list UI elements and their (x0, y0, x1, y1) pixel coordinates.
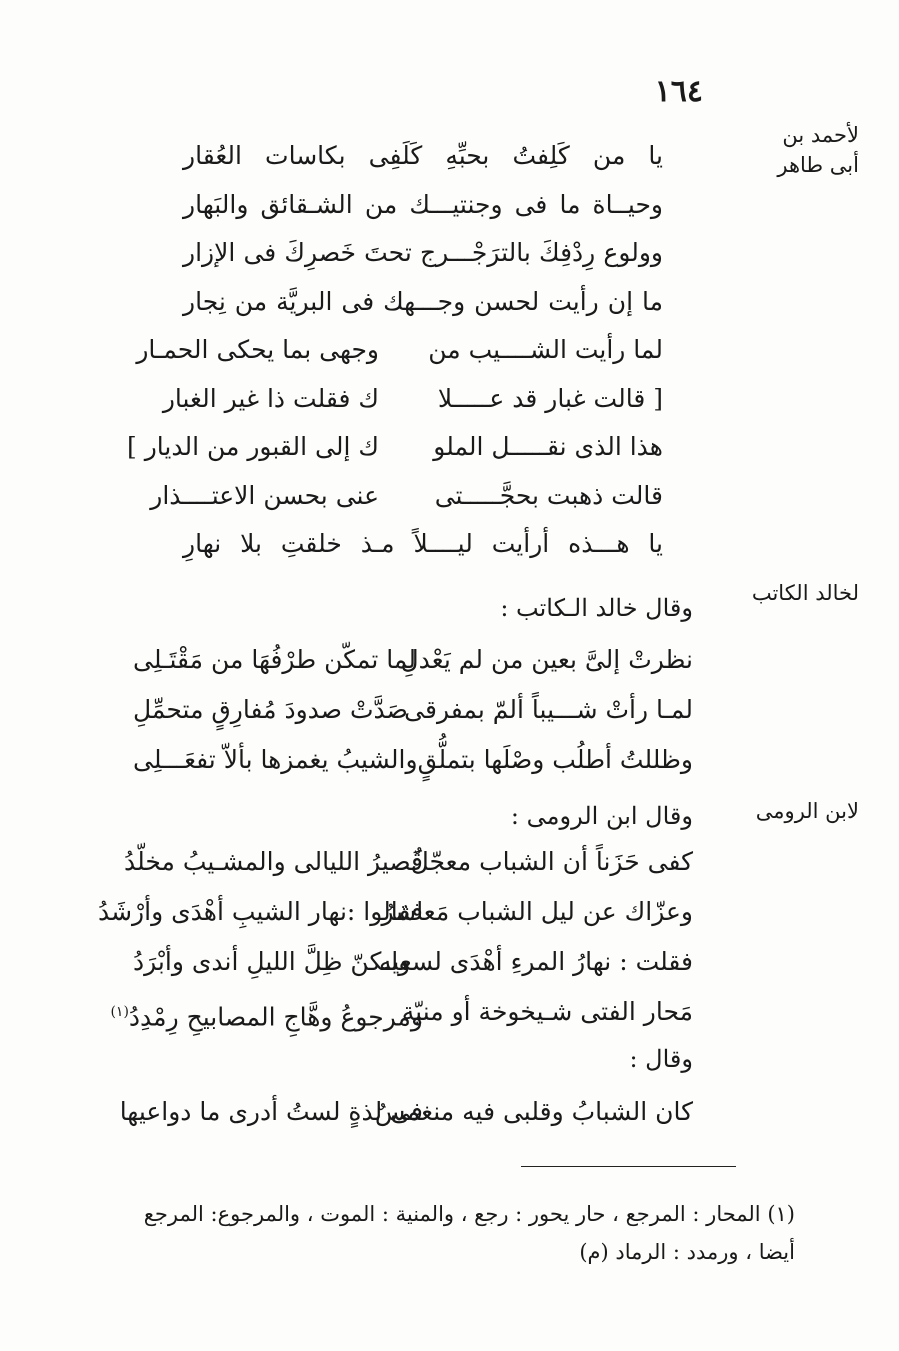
verse-first-hemistich: لمـا رأتْ شـــيباً ألمّ بمفرقى (404, 695, 693, 724)
verse-first-hemistich: فقلت : نهارُ المرءِ أهْدَى لسعيه (378, 947, 693, 976)
intro-ibn-rumi: وقال ابن الرومى : (510, 802, 693, 830)
page-number: ١٦٤ (654, 74, 703, 109)
verse-second-hemistich: صَدَّتْ صدودَ مُفارِقٍ متحمِّلِ (133, 695, 408, 724)
couplet (133, 940, 693, 984)
verse-second-hemistich: فقالوا :نهار الشيبِ أهْدَى وأرْشَدُ (97, 897, 423, 926)
verse-line: يا من كَلِفتُ بحبِّهِ كَلَفِى بكاسات العُقار (183, 141, 663, 170)
verse-second-hemistich: فى لذةٍ لستُ أدرى ما دواعيها (119, 1097, 423, 1126)
side-label-line: أبى طاهر (777, 153, 859, 177)
couplet (110, 990, 693, 1034)
verse-first-hemistich: لما رأيت الشــــيب من (428, 335, 663, 364)
couplet (119, 1090, 693, 1134)
verse-second-hemistich: قَصيرُ الليالى والمشـيبُ مخلّدُ (124, 847, 423, 876)
couplet (97, 890, 693, 934)
couplet (133, 688, 693, 732)
verse-first-hemistich: قالت ذهبت بحجَّـــــتى (434, 480, 663, 510)
footnote-line-1: (١) المحار : المرجع ، حار يحور : رجع ، والمنية : الموت ، والمرجوع: المرجع (143, 1202, 795, 1226)
verse-first-hemistich: وعزّاك عن ليل الشباب مَعاشرٌ (381, 897, 693, 926)
verse-second-hemistich: عنى بحسن الاعتــــذار (150, 480, 379, 510)
verse-line: يا هـــذه أرأيت ليــــلاً مـذ خلقتِ بلا نهارِ (183, 529, 663, 558)
verse-line: وولوع رِدْفِكَ بالترَجْـــرج تحتَ خَصرِكَ فى الإزار (183, 238, 663, 267)
verse-second-hemistich: ومرجوعُ وهَّاجِ المصابيحِ رِمْدِدُ$^{(١)}$ (110, 1002, 423, 1032)
verse-first-hemistich: نظرتْ إلىَّ بعين من لم يَعْدلِ (400, 645, 693, 674)
verse-second-hemistich: ك إلى القبور من الديار ] (127, 432, 379, 461)
side-label-ibn-rumi: لابن الرومى (755, 799, 859, 823)
couplet (133, 738, 693, 782)
verse-first-hemistich: وظللتُ أطلُب وصْلَها بتملُّقٍ (417, 745, 693, 774)
verse-second-hemistich: ولـكنّ ظِلَّ الليلِ أندى وأبْرَدُ (133, 947, 411, 976)
verse-first-hemistich: مَحار الفتى شـيخوخة أو منيّة (401, 997, 693, 1026)
footnote-rule (521, 1166, 736, 1167)
footnote-line-2: أيضا ، ورمدد : الرماد (م) (579, 1240, 795, 1264)
verse-second-hemistich: والشيبُ يغمزها بألاّ تفعَـــلِى (133, 745, 418, 774)
couplet (133, 638, 693, 682)
verse-second-hemistich: وجهى بما يحكى الحمـار (136, 335, 379, 364)
verse-line: وحيــاة ما فى وجنتيـــك من الشـقائق والبَهار (183, 189, 663, 219)
verse-first-hemistich: كان الشبابُ وقلبى فيه منغمسٌ (374, 1097, 693, 1126)
verse-second-hemistich: ك فقلت ذا غير الغبار (162, 383, 379, 413)
intro-waqal: وقال : (629, 1045, 693, 1073)
intro-khalid: وقال خالد الـكاتب : (500, 594, 693, 622)
verse-first-hemistich: كفى حَزَناً أن الشباب معجّلٌ (410, 847, 693, 876)
side-label-ahmad (729, 120, 859, 180)
side-label-khalid: لخالد الكاتب (751, 581, 859, 605)
verse-line: ما إن رأيت لحسن وجـــهك فى البريَّة من نِجار (183, 286, 663, 316)
verse-first-hemistich: [ قالت غبار قد عـــــلا (437, 383, 663, 413)
footnote-marker: (١) (110, 1004, 129, 1020)
verse-second-hemistich: لما تمكّن طرْفُهَا من مَقْتَـلِى (133, 645, 416, 674)
verse-first-hemistich: هذا الذى نقـــــل الملو (433, 432, 663, 461)
couplet (124, 840, 693, 884)
side-label-line: لأحمد بن (782, 123, 859, 147)
